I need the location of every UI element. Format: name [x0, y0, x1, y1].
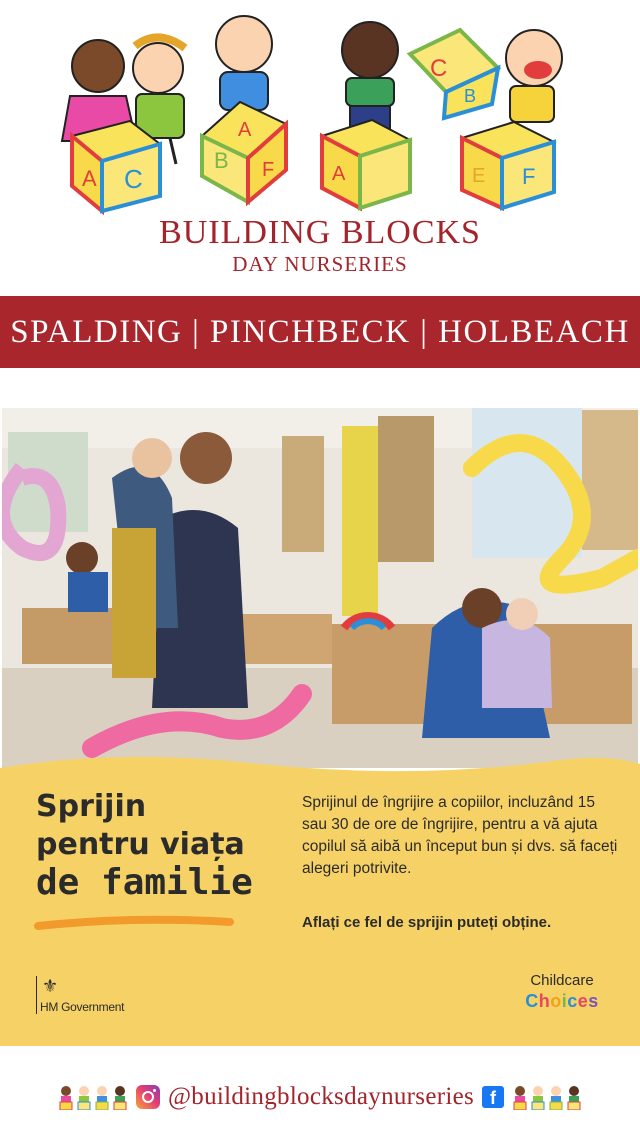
- headline-line-3: de familie: [36, 862, 253, 903]
- mini-kids-icon: [512, 1084, 582, 1110]
- nursery-photo: [2, 408, 638, 768]
- brand-subtitle: DAY NURSERIES: [232, 252, 408, 276]
- choices-letter: i: [561, 991, 568, 1011]
- facebook-icon[interactable]: f: [482, 1086, 504, 1108]
- childcare-choices-logo: [512, 972, 612, 1016]
- mini-logo-right: [512, 1084, 582, 1110]
- toy-block-2: [202, 102, 286, 202]
- crest-icon: ⚜: [42, 976, 59, 996]
- nursery-photo-illustration: [2, 408, 638, 768]
- block-letter: E: [472, 165, 486, 187]
- kid-figure-green-shirt: [342, 22, 398, 132]
- social-footer: [0, 1072, 640, 1122]
- block-letter: C: [430, 55, 448, 82]
- building-blocks-logo-art: [40, 6, 600, 216]
- hm-government-logo: [36, 976, 146, 1016]
- block-letter: F: [262, 159, 275, 181]
- locations-banner: [0, 296, 640, 368]
- toy-block-3: [322, 120, 410, 208]
- instagram-icon[interactable]: [136, 1085, 160, 1109]
- block-letter: A: [82, 166, 97, 191]
- block-letter: F: [522, 164, 536, 189]
- mini-kids-icon: [58, 1084, 128, 1110]
- headline-underline: [34, 914, 234, 934]
- toy-block-5: [462, 122, 554, 208]
- choices-letter: C: [525, 991, 539, 1011]
- choices-letter: s: [588, 991, 599, 1011]
- block-letter: A: [238, 119, 252, 141]
- block-letter: C: [124, 164, 143, 194]
- card-headline: [36, 788, 296, 902]
- childcare-logo-top: Childcare: [530, 972, 594, 989]
- gov-logo-text: HM Government: [40, 1000, 125, 1014]
- header-logo: [0, 0, 640, 290]
- brand-title: BUILDING BLOCKS: [159, 214, 481, 251]
- card-cta-text: Aflați ce fel de sprijin puteți obține.: [302, 914, 552, 931]
- gov-divider: [36, 976, 37, 1014]
- childcare-logo-bottom: [512, 990, 612, 1012]
- mini-logo-left: [58, 1084, 128, 1110]
- social-handle[interactable]: @buildingblocksdaynurseries: [167, 1083, 475, 1110]
- kid-figure-yellow: [506, 30, 562, 122]
- block-letter: B: [464, 86, 477, 106]
- headline-line-2: pentru viața: [36, 827, 245, 862]
- kid-figure-blue: [216, 16, 272, 110]
- choices-letter: o: [550, 991, 562, 1011]
- headline-line-1: Sprijin: [36, 789, 147, 824]
- block-letter: A: [332, 163, 346, 185]
- block-letter: B: [214, 148, 229, 173]
- card-body-text: Sprijinul de îngrijire a copiilor, incluzând 15 sau 30 de ore de îngrijire, pentru a vă ajuta copilul să aibă un început bun și dvs. să faceți alegeri potrivite.: [302, 794, 618, 877]
- toy-block-1: [72, 121, 160, 211]
- choices-letter: e: [577, 991, 589, 1011]
- choices-letter: h: [538, 991, 551, 1011]
- locations-text: SPALDING | PINCHBECK | HOLBEACH: [10, 313, 630, 350]
- choices-letter: c: [567, 991, 578, 1011]
- toy-block-4: [410, 30, 498, 118]
- childcare-info-card: [0, 740, 640, 1046]
